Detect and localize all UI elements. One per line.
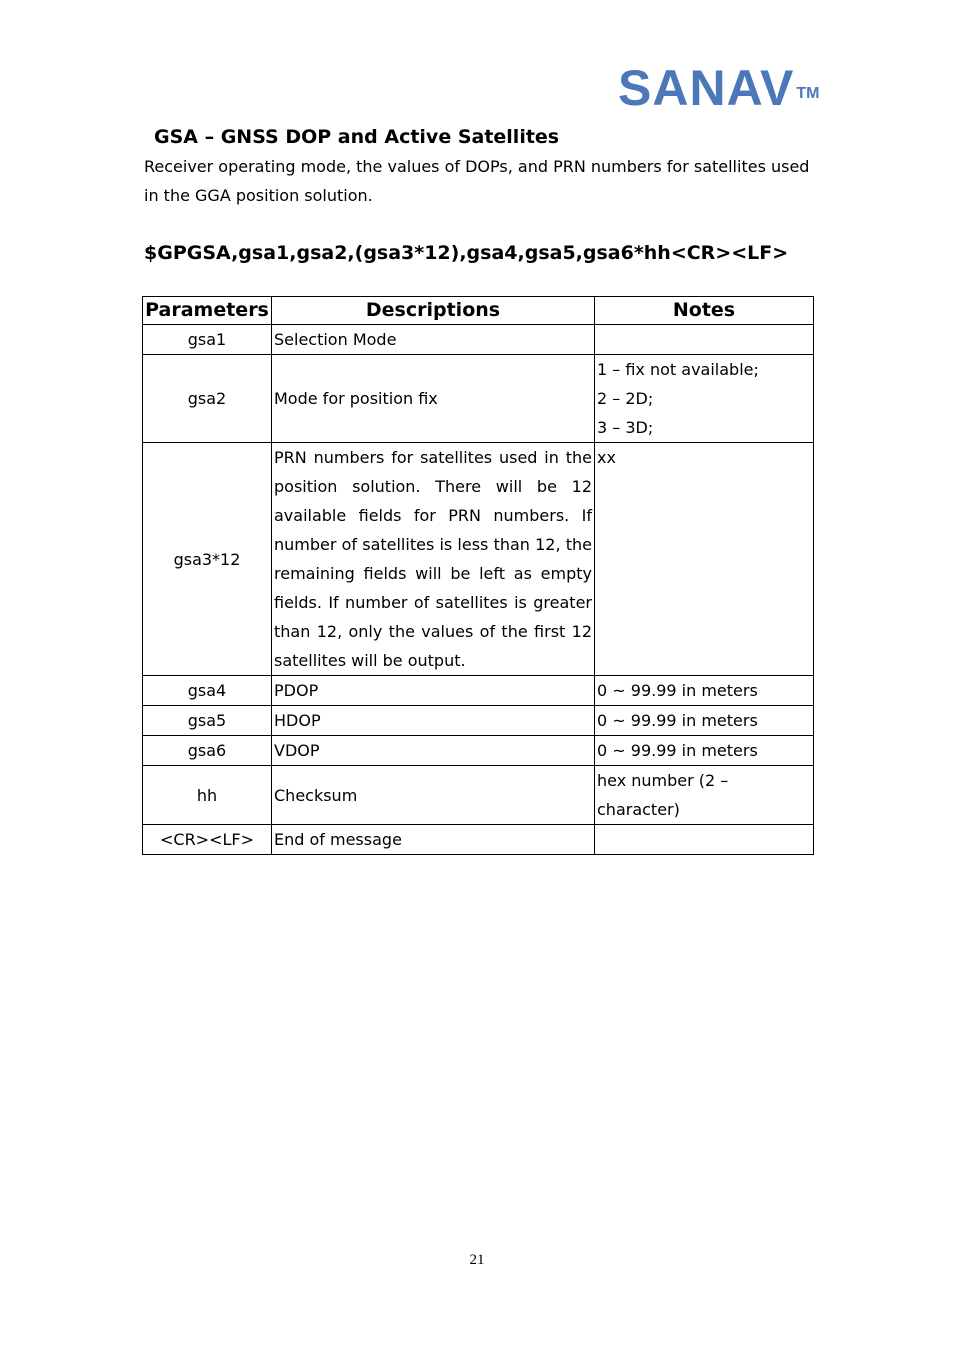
section-heading: GSA – GNSS DOP and Active Satellites bbox=[154, 126, 560, 148]
parameters-table bbox=[142, 296, 814, 855]
desc-cell: PRN numbers for satellites used in the position solution. There will be 12 available fields for PRN numbers. If number of satellites is less than 12, the remaining fields will be left as empty fields. If number of satellites is greater than 12, only the values of the first 12 satellites will be output. bbox=[272, 443, 595, 676]
note-line: xx bbox=[597, 448, 616, 467]
table-row bbox=[143, 736, 814, 766]
table-row bbox=[143, 443, 814, 676]
desc-cell: VDOP bbox=[272, 736, 595, 766]
note-line: 2 – 2D; bbox=[597, 389, 654, 408]
param-cell: gsa1 bbox=[143, 325, 272, 355]
note-line: 3 – 3D; bbox=[597, 418, 654, 437]
table-row bbox=[143, 325, 814, 355]
table-row bbox=[143, 355, 814, 443]
header-descriptions: Descriptions bbox=[272, 297, 595, 325]
notes-cell bbox=[595, 766, 814, 825]
desc-cell: Mode for position fix bbox=[272, 355, 595, 443]
note-line: 0 ~ 99.99 in meters bbox=[597, 681, 758, 700]
notes-cell bbox=[595, 825, 814, 855]
notes-cell bbox=[595, 676, 814, 706]
table-row bbox=[143, 825, 814, 855]
table-row bbox=[143, 706, 814, 736]
header-parameters: Parameters bbox=[143, 297, 272, 325]
param-cell: gsa5 bbox=[143, 706, 272, 736]
param-cell: gsa2 bbox=[143, 355, 272, 443]
note-line: 0 ~ 99.99 in meters bbox=[597, 711, 758, 730]
notes-cell bbox=[595, 443, 814, 676]
nmea-sentence-format: $GPGSA,gsa1,gsa2,(gsa3*12),gsa4,gsa5,gsa6*hh<CR><LF> bbox=[144, 242, 789, 264]
param-cell: gsa3*12 bbox=[143, 443, 272, 676]
param-cell: hh bbox=[143, 766, 272, 825]
param-cell: gsa4 bbox=[143, 676, 272, 706]
desc-cell: End of message bbox=[272, 825, 595, 855]
desc-cell: HDOP bbox=[272, 706, 595, 736]
table-header-row bbox=[143, 297, 814, 325]
page-number: 21 bbox=[469, 1252, 485, 1268]
desc-cell: Checksum bbox=[272, 766, 595, 825]
note-line: hex number (2 – bbox=[597, 771, 729, 790]
note-line: 1 – fix not available; bbox=[597, 360, 759, 379]
param-cell: <CR><LF> bbox=[143, 825, 272, 855]
header-notes: Notes bbox=[595, 297, 814, 325]
notes-cell bbox=[595, 325, 814, 355]
note-line: 0 ~ 99.99 in meters bbox=[597, 741, 758, 760]
desc-cell: PDOP bbox=[272, 676, 595, 706]
param-cell: gsa6 bbox=[143, 736, 272, 766]
logo-text: SANAV bbox=[618, 60, 795, 116]
trademark-mark: TM bbox=[796, 85, 820, 102]
desc-cell: Selection Mode bbox=[272, 325, 595, 355]
notes-cell bbox=[595, 736, 814, 766]
notes-cell bbox=[595, 355, 814, 443]
intro-paragraph: Receiver operating mode, the values of DOPs, and PRN numbers for satellites used in the GGA position solution. bbox=[144, 157, 810, 205]
notes-cell bbox=[595, 706, 814, 736]
note-line: character) bbox=[597, 800, 680, 819]
sanav-logo bbox=[618, 60, 819, 116]
table-row bbox=[143, 676, 814, 706]
table-row bbox=[143, 766, 814, 825]
